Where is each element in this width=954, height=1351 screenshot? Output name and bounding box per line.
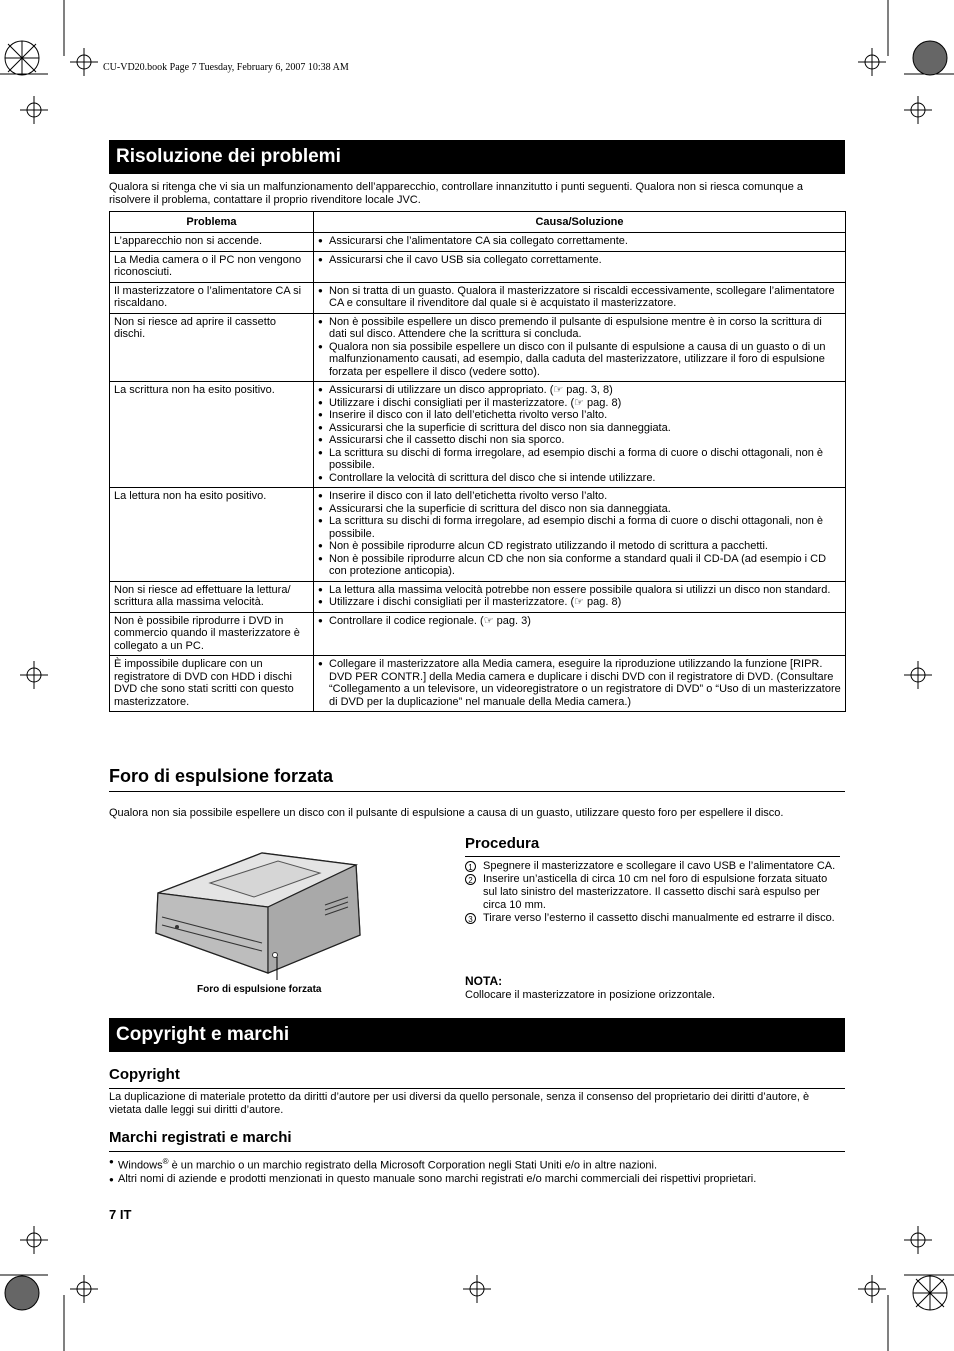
- section-title-troubleshooting: Risoluzione dei problemi: [109, 140, 845, 174]
- solution-item: ● Inserire il disco con il lato dell’etichetta rivolto verso l’alto.: [318, 409, 841, 422]
- table-row: [110, 656, 846, 712]
- note-text: Collocare il masterizzatore in posizione orizzontale.: [465, 989, 716, 1001]
- solution-item: ● Utilizzare i dischi consigliati per il masterizzatore. (☞ pag. 8): [318, 397, 841, 410]
- problem-cell: Non si riesce ad effettuare la lettura/ scrittura alla massima velocità.: [110, 581, 314, 612]
- procedure-steps: [465, 860, 840, 925]
- table-row: [110, 251, 846, 282]
- burner-illustration: [150, 845, 370, 980]
- solution-item: ● La scrittura su dischi di forma irregolare, ad esempio dischi a forma di cuore o dischi ottagonali, non è possibile.: [318, 447, 841, 472]
- registered-mark: ®: [162, 1157, 169, 1166]
- step-text: Tirare verso l’esterno il cassetto dischi manualmente ed estrarre il disco.: [483, 912, 835, 924]
- table-row: [110, 581, 846, 612]
- solution-cell: [314, 251, 846, 282]
- solution-item: ● Assicurarsi che il cassetto dischi non sia sporco.: [318, 434, 841, 447]
- trademark-text: è un marchio o un marchio registrato della Microsoft Corporation negli Stati Uniti e/o in altre nazioni.: [168, 1159, 658, 1172]
- copyright-title: Copyright: [109, 1066, 180, 1083]
- solution-cell: [314, 656, 846, 712]
- trademark-windows: Windows: [118, 1159, 163, 1172]
- divider: [109, 1088, 845, 1089]
- figure-caption: Foro di espulsione forzata: [197, 984, 322, 995]
- page-header: CU-VD20.book Page 7 Tuesday, February 6, 2007 10:38 AM: [103, 62, 349, 73]
- solution-item: ● Inserire il disco con il lato dell’etichetta rivolto verso l’alto.: [318, 490, 841, 503]
- trademark-list: [109, 1155, 849, 1186]
- solution-cell: [314, 282, 846, 313]
- section-title-copyright: Copyright e marchi: [109, 1018, 845, 1052]
- solution-item: ● Assicurarsi che la superficie di scrittura del disco non sia danneggiata.: [318, 422, 841, 435]
- table-row: [110, 488, 846, 582]
- solution-item: ● La lettura alla massima velocità potrebbe non essere possibile qualora si utilizzi un disco non standard.: [318, 584, 841, 597]
- table-body: [110, 233, 846, 712]
- solution-item: ● Non si tratta di un guasto. Qualora il masterizzatore si riscaldi eccessivamente, scollegare l’alimentatore CA e consultare il rivenditore dal quale si è acquistato il masterizzatore.: [318, 285, 841, 310]
- solution-item: ● La scrittura su dischi di forma irregolare, ad esempio dischi a forma di cuore o dischi ottagonali, non è possibile.: [318, 515, 841, 540]
- copyright-text: La duplicazione di materiale protetto da diritti d’autore per usi diversi da quello personale, senza il consenso del proprietario dei diritti d’autore, è vietata dalle leggi sui diritti d’autore.: [109, 1091, 810, 1116]
- solution-item: ● Assicurarsi che il cavo USB sia collegato correttamente.: [318, 254, 841, 267]
- solution-cell: [314, 233, 846, 252]
- step-number: 2: [465, 874, 476, 885]
- troubleshooting-table: [109, 211, 846, 712]
- table-row: [110, 233, 846, 252]
- section-title-forced-eject: Foro di espulsione forzata: [109, 766, 334, 786]
- solution-cell: [314, 382, 846, 488]
- table-row: [110, 313, 846, 382]
- divider: [109, 1151, 845, 1152]
- solution-cell: [314, 488, 846, 582]
- list-item: ● Altri nomi di aziende e prodotti menzionati in questo manuale sono marchi registrati e/o marchi commerciali dei rispettivi proprietari.: [109, 1173, 849, 1186]
- divider: [109, 791, 845, 792]
- step-text: Inserire un’asticella di circa 10 cm nel foro di espulsione forzata situato sul lato sinistro del masterizzatore. Il cassetto dischi sarà espulso per circa 10 mm.: [483, 873, 828, 911]
- forced-eject-intro: Qualora non sia possibile espellere un disco con il pulsante di espulsione a causa di un guasto, utilizzare questo foro per espellere il disco.: [109, 807, 784, 819]
- solution-item: ● Assicurarsi di utilizzare un disco appropriato. (☞ pag. 3, 8): [318, 384, 841, 397]
- problem-cell: Non si riesce ad aprire il cassetto dischi.: [110, 313, 314, 382]
- solution-item: ● Controllare la velocità di scrittura del disco che si intende utilizzare.: [318, 472, 841, 485]
- solution-cell: [314, 313, 846, 382]
- list-item: [109, 1155, 849, 1173]
- table-header-problem: Problema: [110, 212, 314, 233]
- table-row: [110, 612, 846, 656]
- procedure-step: [465, 912, 840, 925]
- step-number: 3: [465, 913, 476, 924]
- solution-item: ● Assicurarsi che la superficie di scrittura del disco non sia danneggiata.: [318, 503, 841, 516]
- solution-item: ● Controllare il codice regionale. (☞ pag. 3): [318, 615, 841, 628]
- note-title: NOTA:: [465, 974, 503, 988]
- troubleshooting-intro: Qualora si ritenga che vi sia un malfunzionamento dell’apparecchio, controllare innanzitutto i punti seguenti. Qualora non si riesca comunque a risolvere il problema, contattare il proprio rivenditore locale JVC.: [109, 181, 804, 206]
- problem-cell: La Media camera o il PC non vengono riconosciuti.: [110, 251, 314, 282]
- trademarks-title: Marchi registrati e marchi: [109, 1129, 292, 1146]
- procedure-divider: [465, 856, 840, 857]
- solution-item: ● Non è possibile riprodurre alcun CD che non sia conforme a standard quali il CD-DA (ad esempio i CD con protezione anticopia).: [318, 553, 841, 578]
- solution-item: ● Non è possibile riprodurre alcun CD registrato utilizzando il metodo di scrittura a pacchetti.: [318, 540, 841, 553]
- problem-cell: La lettura non ha esito positivo.: [110, 488, 314, 582]
- step-number: 1: [465, 861, 476, 872]
- solution-cell: [314, 612, 846, 656]
- step-text: Spegnere il masterizzatore e scollegare il cavo USB e l’alimentatore CA.: [483, 860, 836, 872]
- problem-cell: È impossibile duplicare con un registratore di DVD con HDD i dischi DVD che sono stati scritti con questo masterizzatore.: [110, 656, 314, 712]
- problem-cell: Il masterizzatore o l’alimentatore CA si riscaldano.: [110, 282, 314, 313]
- procedure-step: [465, 873, 840, 912]
- solution-item: ● Non è possibile espellere un disco premendo il pulsante di espulsione mentre è in corso la scrittura di dati sul disco. Attendere che la scrittura si concluda.: [318, 316, 841, 341]
- solution-item: ● Utilizzare i dischi consigliati per il masterizzatore. (☞ pag. 8): [318, 596, 841, 609]
- solution-cell: [314, 581, 846, 612]
- solution-item: ● Assicurarsi che l’alimentatore CA sia collegato correttamente.: [318, 235, 841, 248]
- page-number: 7 IT: [109, 1207, 132, 1222]
- procedure-step: [465, 860, 840, 873]
- table-row: [110, 382, 846, 488]
- table-header-solution: Causa/Soluzione: [314, 212, 846, 233]
- problem-cell: La scrittura non ha esito positivo.: [110, 382, 314, 488]
- solution-item: ● Qualora non sia possibile espellere un disco con il pulsante di espulsione a causa di un guasto o di un malfunzionamento causati, ad esempio, dalla caduta del masterizzatore, utilizzare il foro di espulsione forzata per espellere il disco (vedere sotto).: [318, 341, 841, 379]
- table-row: [110, 282, 846, 313]
- problem-cell: Non è possibile riprodurre i DVD in commercio quando il masterizzatore è collegato a un PC.: [110, 612, 314, 656]
- problem-cell: L’apparecchio non si accende.: [110, 233, 314, 252]
- solution-item: ● Collegare il masterizzatore alla Media camera, eseguire la riproduzione utilizzando la funzione [RIPR. DVD PER CONTR.] della Media camera e duplicare i dischi DVD con il registratore di DVD. (Consultare “Collegamento a un televisore, un videoregistratore o un registratore di DVD” o “Uso di un masterizzatore di DVD per la duplicazione” nel manuale della Media camera.): [318, 658, 841, 708]
- procedure-title: Procedura: [465, 835, 540, 852]
